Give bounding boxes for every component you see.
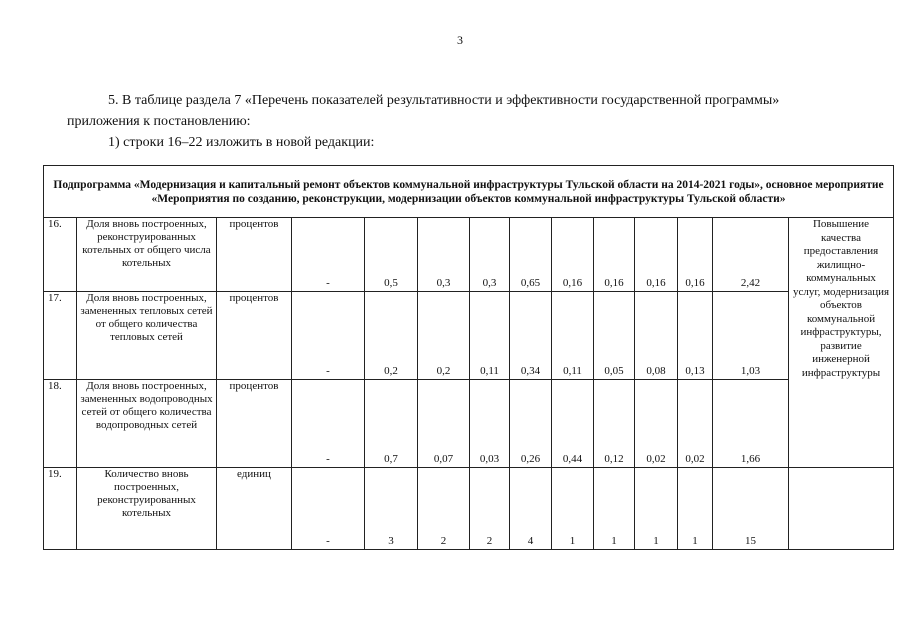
year-value-cell: 0,16 xyxy=(635,218,678,292)
row-number: 18. xyxy=(44,380,77,468)
indicator-name: Доля вновь построенных, замененных тепловых сетей от общего количества тепловых сетей xyxy=(77,292,217,380)
year-value-cell: 0,16 xyxy=(552,218,594,292)
base-value-cell: - xyxy=(292,380,365,468)
year-value-cell: 0,12 xyxy=(594,380,635,468)
total-value-cell: 1,66 xyxy=(713,380,789,468)
year-value-cell: 0,2 xyxy=(418,292,470,380)
year-value-cell: 3 xyxy=(365,468,418,550)
year-value-cell: 0,11 xyxy=(552,292,594,380)
year-value-cell: 0,11 xyxy=(470,292,510,380)
year-value-cell: 0,26 xyxy=(510,380,552,468)
indicator-name: Количество вновь построенных, реконструированных котельных xyxy=(77,468,217,550)
paragraph-item-5: 5. В таблице раздела 7 «Перечень показателей результативности и эффективности государственной программы» xyxy=(108,93,780,108)
table-row xyxy=(44,468,894,550)
indicator-name: Доля вновь построенных, реконструированных котельных от общего числа котельных xyxy=(77,218,217,292)
table-row xyxy=(44,292,894,380)
year-value-cell: 0,34 xyxy=(510,292,552,380)
year-value-cell: 0,2 xyxy=(365,292,418,380)
year-value-cell: 0,16 xyxy=(678,218,713,292)
year-value-cell: 0,03 xyxy=(470,380,510,468)
expected-result-cell: Повышение качества предоставления жилищно-коммунальных услуг, модернизация объектов коммунальной инфраструктуры, развитие инженерной инфраструктуры xyxy=(789,218,894,468)
row-number: 16. xyxy=(44,218,77,292)
base-value-cell: - xyxy=(292,468,365,550)
year-value-cell: 0,16 xyxy=(594,218,635,292)
year-value-cell: 0,02 xyxy=(635,380,678,468)
subprogram-header: Подпрограмма «Модернизация и капитальный ремонт объектов коммунальной инфраструктуры Тульской области на 2014-2021 годы», основное мероприятие «Мероприятия по созданию, реконструкции, модернизации объектов коммунальной инфраструктуры Тульской области» xyxy=(44,166,894,218)
year-value-cell: 1 xyxy=(678,468,713,550)
unit-cell: процентов xyxy=(217,218,292,292)
year-value-cell: 2 xyxy=(470,468,510,550)
total-value-cell: 1,03 xyxy=(713,292,789,380)
paragraph-continuation: приложения к постановлению: xyxy=(67,114,251,129)
year-value-cell: 0,5 xyxy=(365,218,418,292)
year-value-cell: 4 xyxy=(510,468,552,550)
empty-result-cell xyxy=(789,468,894,550)
unit-cell: единиц xyxy=(217,468,292,550)
year-value-cell: 1 xyxy=(594,468,635,550)
year-value-cell: 1 xyxy=(552,468,594,550)
year-value-cell: 0,3 xyxy=(470,218,510,292)
year-value-cell: 0,07 xyxy=(418,380,470,468)
year-value-cell: 0,65 xyxy=(510,218,552,292)
total-value-cell: 2,42 xyxy=(713,218,789,292)
year-value-cell: 0,08 xyxy=(635,292,678,380)
page-number: 3 xyxy=(457,33,463,47)
base-value-cell: - xyxy=(292,218,365,292)
year-value-cell: 0,05 xyxy=(594,292,635,380)
year-value-cell: 0,3 xyxy=(418,218,470,292)
year-value-cell: 2 xyxy=(418,468,470,550)
indicator-name: Доля вновь построенных, замененных водопроводных сетей от общего количества водопроводных сетей xyxy=(77,380,217,468)
row-number: 17. xyxy=(44,292,77,380)
unit-cell: процентов xyxy=(217,292,292,380)
year-value-cell: 0,7 xyxy=(365,380,418,468)
table-row xyxy=(44,218,894,292)
total-value-cell: 15 xyxy=(713,468,789,550)
table-header-row xyxy=(44,166,894,218)
year-value-cell: 0,02 xyxy=(678,380,713,468)
paragraph-subitem-1: 1) строки 16–22 изложить в новой редакции: xyxy=(108,135,375,150)
year-value-cell: 0,13 xyxy=(678,292,713,380)
row-number: 19. xyxy=(44,468,77,550)
unit-cell: процентов xyxy=(217,380,292,468)
table-row xyxy=(44,380,894,468)
year-value-cell: 0,44 xyxy=(552,380,594,468)
base-value-cell: - xyxy=(292,292,365,380)
indicators-table xyxy=(43,165,894,550)
year-value-cell: 1 xyxy=(635,468,678,550)
